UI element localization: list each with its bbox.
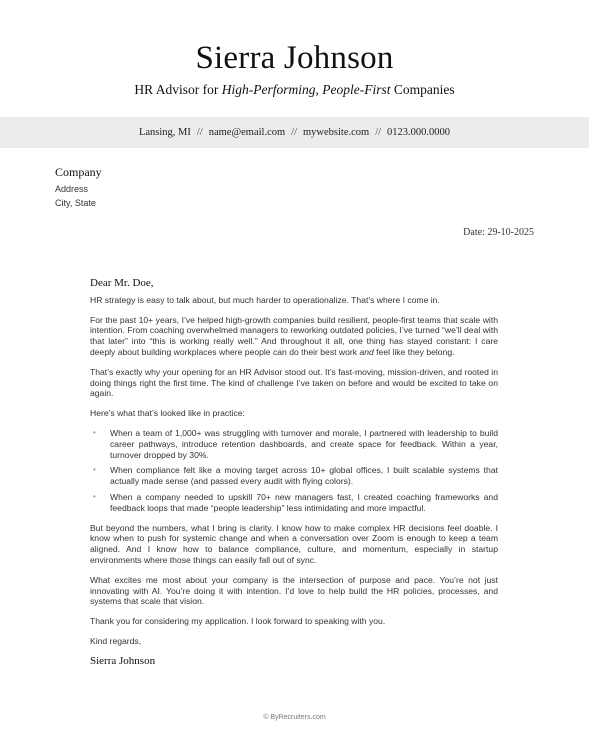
bullet-icon: • — [93, 491, 96, 501]
paragraph-experience — [90, 315, 498, 358]
contact-separator: // — [291, 127, 297, 138]
list-item-text: When a team of 1,000+ was struggling with turnover and morale, I partnered with leadership to build career pathways, introduce retention dashboards, and create space for feedback. Within a year, turnover dropped by 30%. — [110, 427, 498, 460]
closing: Kind regards, — [90, 635, 142, 646]
footer-credit[interactable]: © ByRecruiters.com — [263, 714, 326, 721]
job-title-suffix: Companies — [390, 82, 455, 97]
paragraph-intro: HR strategy is easy to talk about, but much harder to operationalize. That’s where I come in. — [90, 294, 440, 305]
list-item — [90, 492, 498, 514]
paragraph-clarity: But beyond the numbers, what I bring is clarity. I know how to make complex HR decisions feel doable. I know when to push for systemic change and when a conversation over Zoom is enough to keep a team aligned. And I know how to balance compliance, culture, and momentum, especially in startup environments where those things can easily fall out of sync. — [90, 522, 498, 565]
list-item-text: When compliance felt like a moving target across 10+ global offices, I built scalable systems that actually made sense (and passed every audit with flying colors). — [110, 465, 498, 487]
contact-separator: // — [196, 127, 203, 138]
salutation: Dear Mr. Doe, — [90, 277, 154, 289]
recipient-address: Address — [55, 184, 89, 194]
list-item — [90, 465, 498, 487]
job-title — [0, 82, 589, 98]
paragraph-thanks: Thank you for considering my application. I look forward to speaking with you. — [90, 616, 386, 627]
paragraph-experience-end: feel like they belong. — [373, 346, 455, 357]
paragraph-experience-emphasis: and — [359, 346, 374, 357]
list-item-text: When a company needed to upskill 70+ new managers fast, I created coaching frameworks and feedback loops that made “people leadership” less intimidating and more impactful. — [110, 491, 498, 513]
paragraph-practice-lead: Here’s what that’s looked like in practice: — [90, 408, 245, 419]
contact-location: Lansing, MI — [138, 127, 191, 138]
applicant-name: Sierra Johnson — [195, 40, 394, 76]
contact-bar — [0, 117, 589, 148]
paragraph-company-fit: What excites me most about your company is the intersection of purpose and pace. You’re not just innovating with AI. You’re doing it with intention. I’d love to help build the HR policies, processes, and systems that scale that vision. — [90, 574, 498, 607]
recipient-company: Company — [55, 165, 102, 179]
letter-body — [90, 278, 498, 667]
paragraph-motivation: That’s exactly why your opening for an HR Advisor stood out. It’s fast-moving, mission-driven, and rooted in doing things right the first time. The kind of challenge I’ve taken on before and would be excited to take on again. — [90, 366, 498, 399]
contact-website[interactable]: mywebsite.com — [303, 127, 370, 138]
achievements-list — [90, 428, 498, 514]
contact-phone: 0123.000.0000 — [387, 127, 451, 138]
contact-separator: // — [375, 127, 382, 138]
job-title-italic: High-Performing, People-First — [221, 82, 391, 97]
recipient-city-state: City, State — [55, 197, 96, 208]
job-title-prefix: HR Advisor for — [134, 82, 222, 97]
signature: Sierra Johnson — [90, 654, 156, 667]
letter-date: Date: 29-10-2025 — [463, 227, 534, 238]
recipient-block — [55, 165, 102, 210]
list-item — [90, 428, 498, 460]
paragraph-experience-text: For the past 10+ years, I’ve helped high-growth companies build resilient, people-first teams that scale with intention. From coaching overwhelmed managers to reworking outdated policies, I’ve turned “we’ll deal with that later” into “this is working really well.” And throughout it all, one thing has stayed constant: I care deeply about building workplaces where people can do their best work — [90, 314, 498, 357]
bullet-icon: • — [93, 465, 96, 475]
contact-email[interactable]: name@email.com — [208, 127, 286, 138]
bullet-icon: • — [93, 427, 96, 437]
